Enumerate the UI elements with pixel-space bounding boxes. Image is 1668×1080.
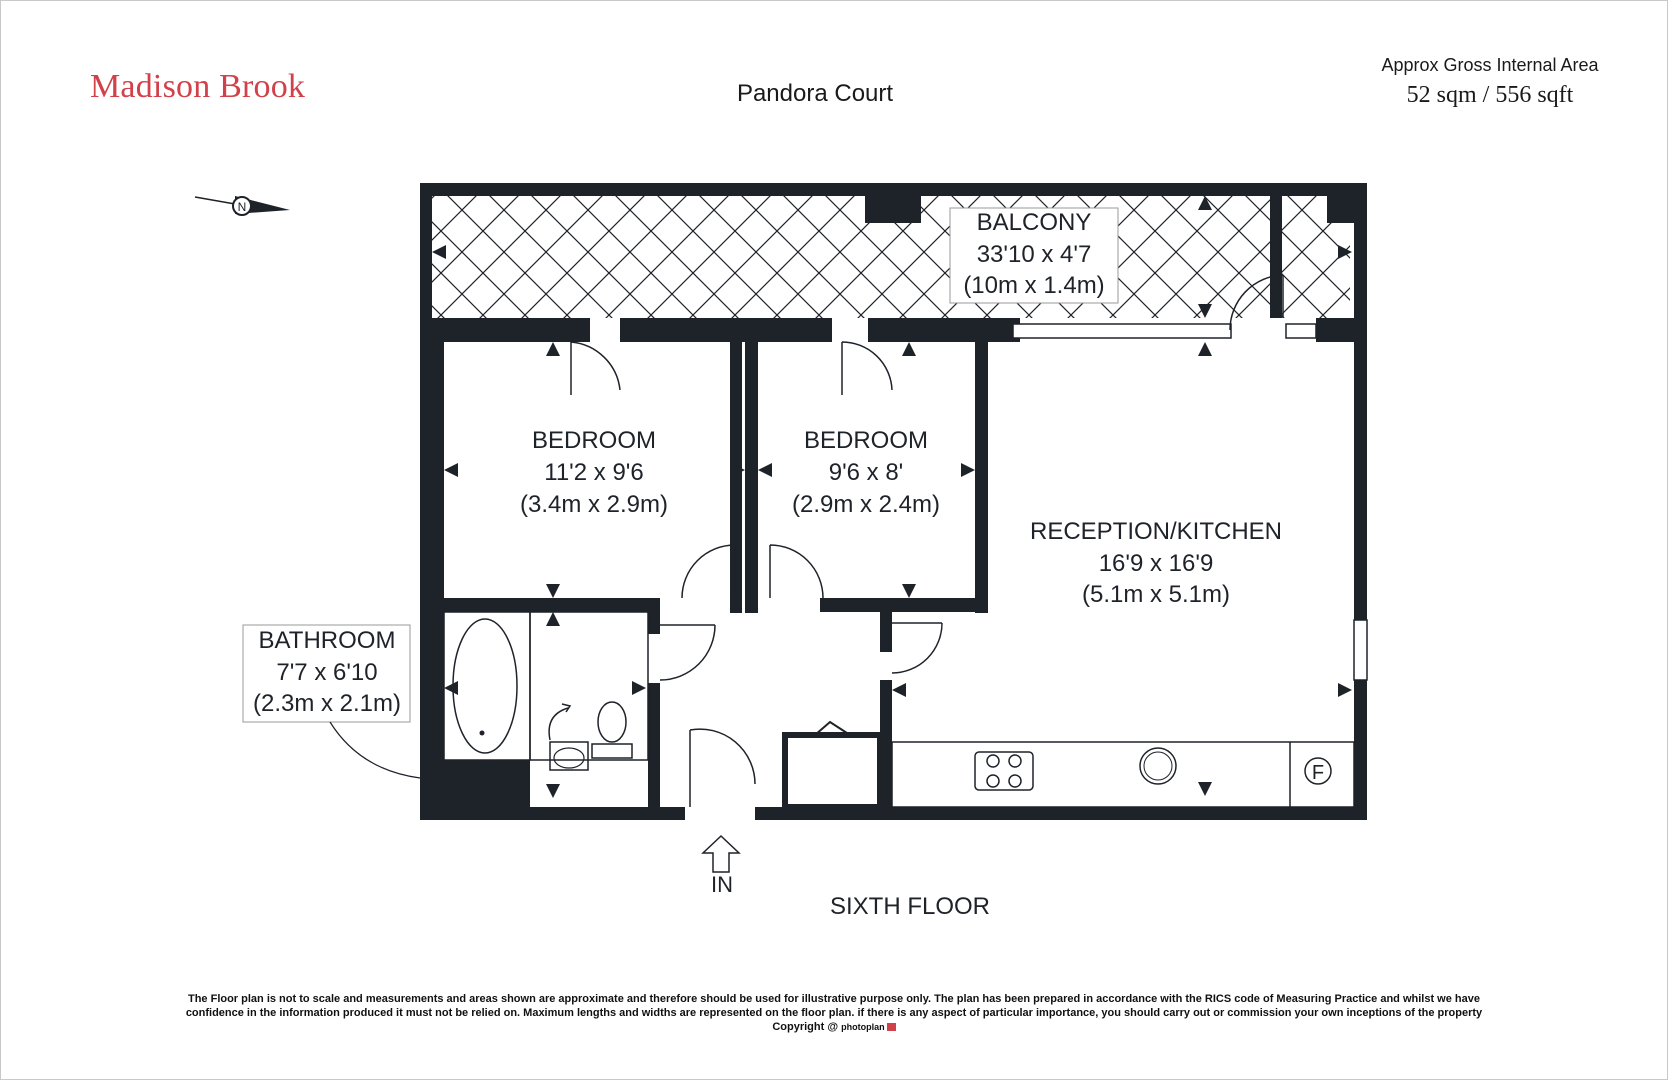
kitchen-counter	[892, 742, 1354, 807]
copyright-text: Copyright @	[772, 1021, 839, 1033]
copyright-line	[120, 1020, 1548, 1034]
disclaimer-line-1: The Floor plan is not to scale and measurements and areas shown are approximate and therefore should be used for illustrative purpose only. The plan has been prepared in accordance with the RICS code of Measuring Practice and whilst we have	[187, 993, 1480, 1005]
balcony-size-imperial: 33'10 x 4'7	[976, 241, 1092, 268]
bedroom1-size-metric: (3.4m x 2.9m)	[519, 491, 669, 518]
storage-cupboard	[785, 735, 880, 807]
disclaimer	[120, 992, 1548, 1034]
bedroom1-name: BEDROOM	[531, 427, 657, 454]
sink-icon	[550, 742, 588, 770]
gross-area-value: 52 sqm / 556 sqft	[1406, 82, 1574, 108]
disclaimer-line-2: confidence in the information produced it must not be relied on. Maximum lengths and widths are represented on the floor plan. if there is any aspect of particular importance, you should carry out or commission your own inceptions of the property	[185, 1007, 1483, 1019]
bathroom-area	[530, 612, 648, 760]
bedroom1-size-imperial: 11'2 x 9'6	[544, 459, 644, 486]
toilet-cistern-icon	[592, 744, 632, 758]
windows	[1013, 324, 1367, 680]
bedroom2-size-imperial: 9'6 x 8'	[828, 459, 904, 486]
gross-area-label: Approx Gross Internal Area	[1381, 55, 1599, 75]
toilet-icon	[598, 702, 626, 742]
reception-name: RECEPTION/KITCHEN	[1029, 518, 1283, 545]
bedroom2-name: BEDROOM	[803, 427, 929, 454]
north-arrow-icon	[195, 196, 290, 215]
reception-size-imperial: 16'9 x 16'9	[1098, 550, 1214, 577]
property-title: Pandora Court	[736, 80, 894, 107]
kitchen-sink-icon	[1140, 748, 1176, 784]
entrance-arrow-icon	[703, 836, 739, 872]
photoplan-logo: photoplan	[841, 1022, 885, 1032]
balcony-name: BALCONY	[976, 209, 1092, 236]
bathroom-size-metric: (2.3m x 2.1m)	[252, 690, 402, 717]
entrance-label: IN	[711, 872, 733, 897]
bathroom-name: BATHROOM	[258, 627, 396, 654]
bedroom2-size-metric: (2.9m x 2.4m)	[791, 491, 941, 518]
bathroom-size-imperial: 7'7 x 6'10	[276, 659, 378, 686]
bathtub-icon	[453, 619, 517, 753]
balcony-size-metric: (10m x 1.4m)	[963, 272, 1105, 299]
hob-icon	[975, 752, 1033, 790]
brand-logo[interactable]: Madison Brook	[90, 68, 306, 105]
fridge-label: F	[1311, 762, 1325, 784]
photoplan-mark-icon	[887, 1023, 896, 1031]
reception-size-metric: (5.1m x 5.1m)	[1081, 581, 1231, 608]
north-letter: N	[237, 200, 247, 214]
floor-label: SIXTH FLOOR	[829, 893, 991, 920]
